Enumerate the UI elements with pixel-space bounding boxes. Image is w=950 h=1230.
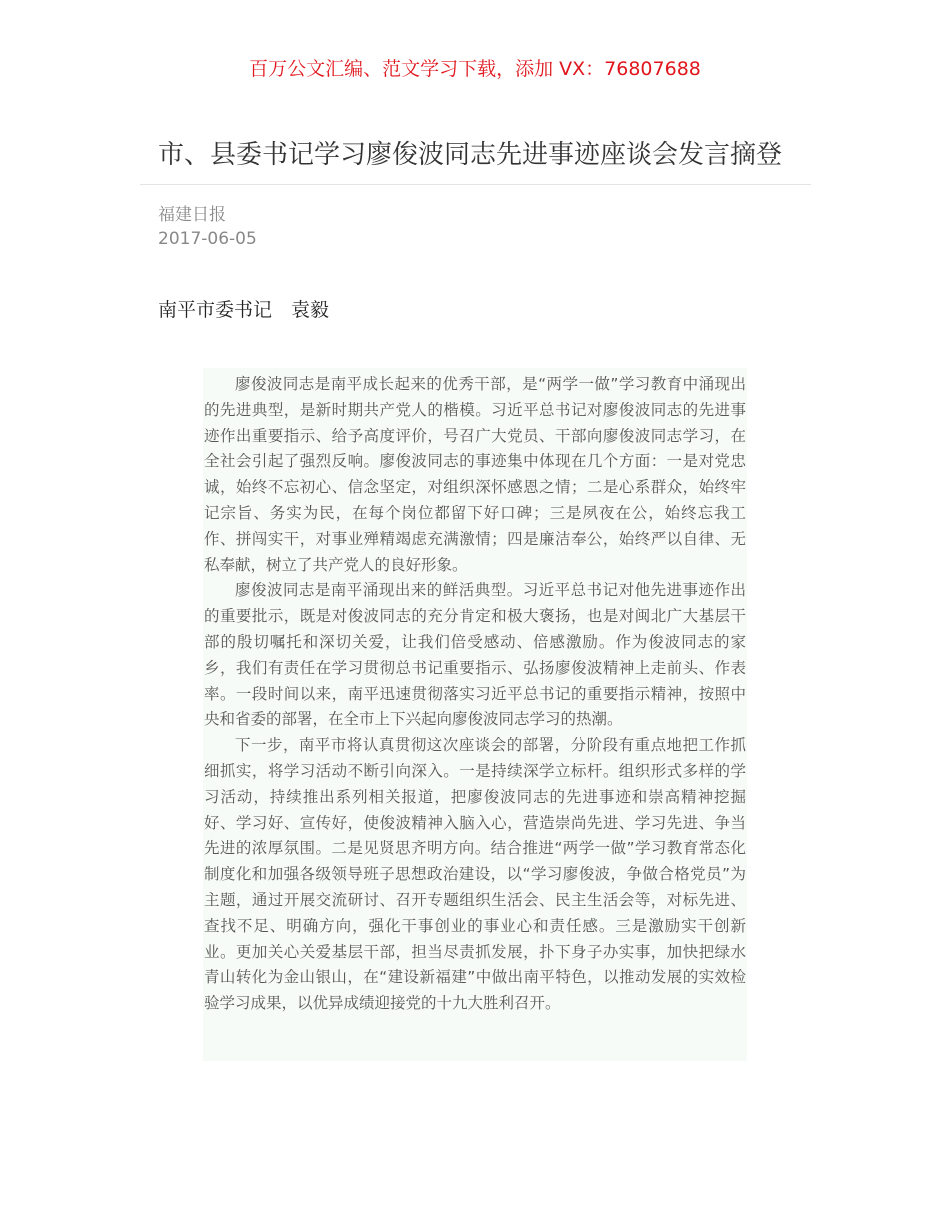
promo-banner: 百万公文汇编、范文学习下载，添加 VX：76807688 (249, 58, 701, 80)
article-date: 2017-06-05 (158, 229, 257, 249)
title-divider (140, 184, 811, 185)
article-title: 市、县委书记学习廖俊波同志先进事迹座谈会发言摘登 (158, 140, 783, 170)
article-source: 福建日报 (158, 205, 226, 225)
article-byline: 南平市委书记 袁毅 (158, 299, 330, 321)
article-paragraph-3: 下一步，南平市将认真贯彻这次座谈会的部署，分阶段有重点地把工作抓细抓实，将学习活动不断引向深入。一是持续深学立标杆。组织形式多样的学习活动，持续推出系列相关报道，把廖俊波同志的先进事迹和崇高精神挖掘好、学习好、宣传好，使俊波精神入脑入心，营造崇尚先进、学习先进、争当先进的浓厚氛围。二是见贤思齐明方向。结合推进“两学一做”学习教育常态化制度化和加强各级领导班子思想政治建设，以“学习廖俊波，争做合格党员”为主题，通过开展交流研讨、召开专题组织生活会、民主生活会等，对标先进、查找不足、明确方向，强化干事创业的事业心和责任感。三是激励实干创新业。更加关心关爱基层干部，担当尽责抓发展，扑下身子办实事，加快把绿水青山转化为金山银山，在“建设新福建”中做出南平特色，以推动发展的实效检验学习成果，以优异成绩迎接党的十九大胜利召开。 (204, 736, 746, 1013)
article-body (204, 372, 746, 1017)
article-paragraph-2: 廖俊波同志是南平涌现出来的鲜活典型。习近平总书记对他先进事迹作出的重要批示，既是对俊波同志的充分肯定和极大褒扬，也是对闽北广大基层干部的殷切嘱托和深切关爱，让我们倍受感动、倍感激励。作为俊波同志的家乡，我们有责任在学习贯彻总书记重要指示、弘扬廖俊波精神上走前头、作表率。一段时间以来，南平迅速贯彻落实习近平总书记的重要指示精神，按照中央和省委的部署，在全市上下兴起向廖俊波同志学习的热潮。 (204, 581, 746, 729)
article-paragraph-1: 廖俊波同志是南平成长起来的优秀干部，是“两学一做”学习教育中涌现出的先进典型，是新时期共产党人的楷模。习近平总书记对廖俊波同志的先进事迹作出重要指示、给予高度评价，号召广大党员、干部向廖俊波同志学习，在全社会引起了强烈反响。廖俊波同志的事迹集中体现在几个方面：一是对党忠诚，始终不忘初心、信念坚定，对组织深怀感恩之情；二是心系群众，始终牢记宗旨、务实为民，在每个岗位都留下好口碑；三是夙夜在公，始终忘我工作、拼闯实干，对事业殚精竭虑充满激情；四是廉洁奉公，始终严以自律、无私奉献，树立了共产党人的良好形象。 (204, 375, 746, 574)
